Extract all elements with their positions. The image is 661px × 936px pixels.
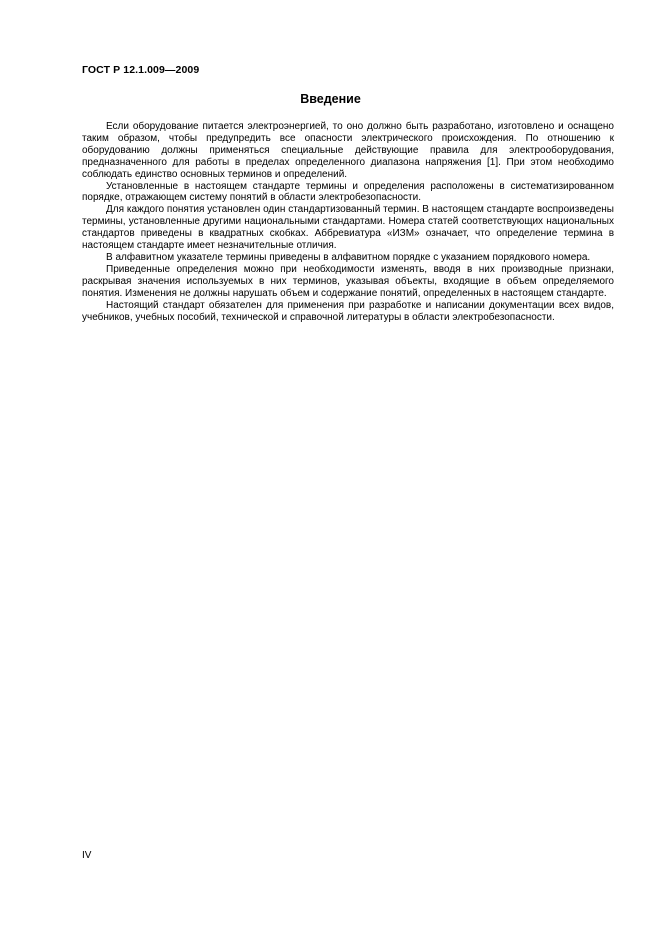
introduction-body: [82, 121, 614, 323]
section-title: Введение: [300, 92, 361, 106]
paragraph-6: Настоящий стандарт обязателен для применения при разработке и написании документации всех видов, учебников, учебных пособий, технической и справочной литературы в области электробезопасности.: [82, 299, 614, 323]
paragraph-1: Если оборудование питается электроэнергией, то оно должно быть разработано, изготовлено и оснащено таким образом, чтобы предупредить все опасности электрического происхождения. По отношению к оборудованию должны применяться специальные действующие правила для электрооборудования, предназначенного для работы в пределах определенного диапазона напряжения [1]. При этом необходимо соблюдать единство основных терминов и определений.: [82, 121, 614, 180]
paragraph-2: Установленные в настоящем стандарте термины и определения расположены в систематизированном порядке, отражающем систему понятий в области электробезопасности.: [82, 180, 614, 204]
paragraph-4: В алфавитном указателе термины приведены в алфавитном порядке с указанием порядкового номера.: [106, 251, 591, 263]
document-number-header: ГОСТ Р 12.1.009—2009: [82, 64, 200, 76]
page-number: IV: [82, 850, 92, 861]
paragraph-3: Для каждого понятия установлен один стандартизованный термин. В настоящем стандарте воспроизведены термины, установленные другими национальными стандартами. Номера статей соответствующих национальных стандартов приведены в квадратных скобках. Аббревиатура «ИЗМ» означает, что определение термина в настоящем стандарте имеет незначительные отличия.: [82, 204, 614, 252]
paragraph-5: Приведенные определения можно при необходимости изменять, вводя в них производные признаки, раскрывая значения используемых в них терминов, указывая объекты, входящие в объем определяемого понятия. Изменения не должны нарушать объем и содержание понятий, определенных в настоящем стандарте.: [82, 263, 614, 299]
